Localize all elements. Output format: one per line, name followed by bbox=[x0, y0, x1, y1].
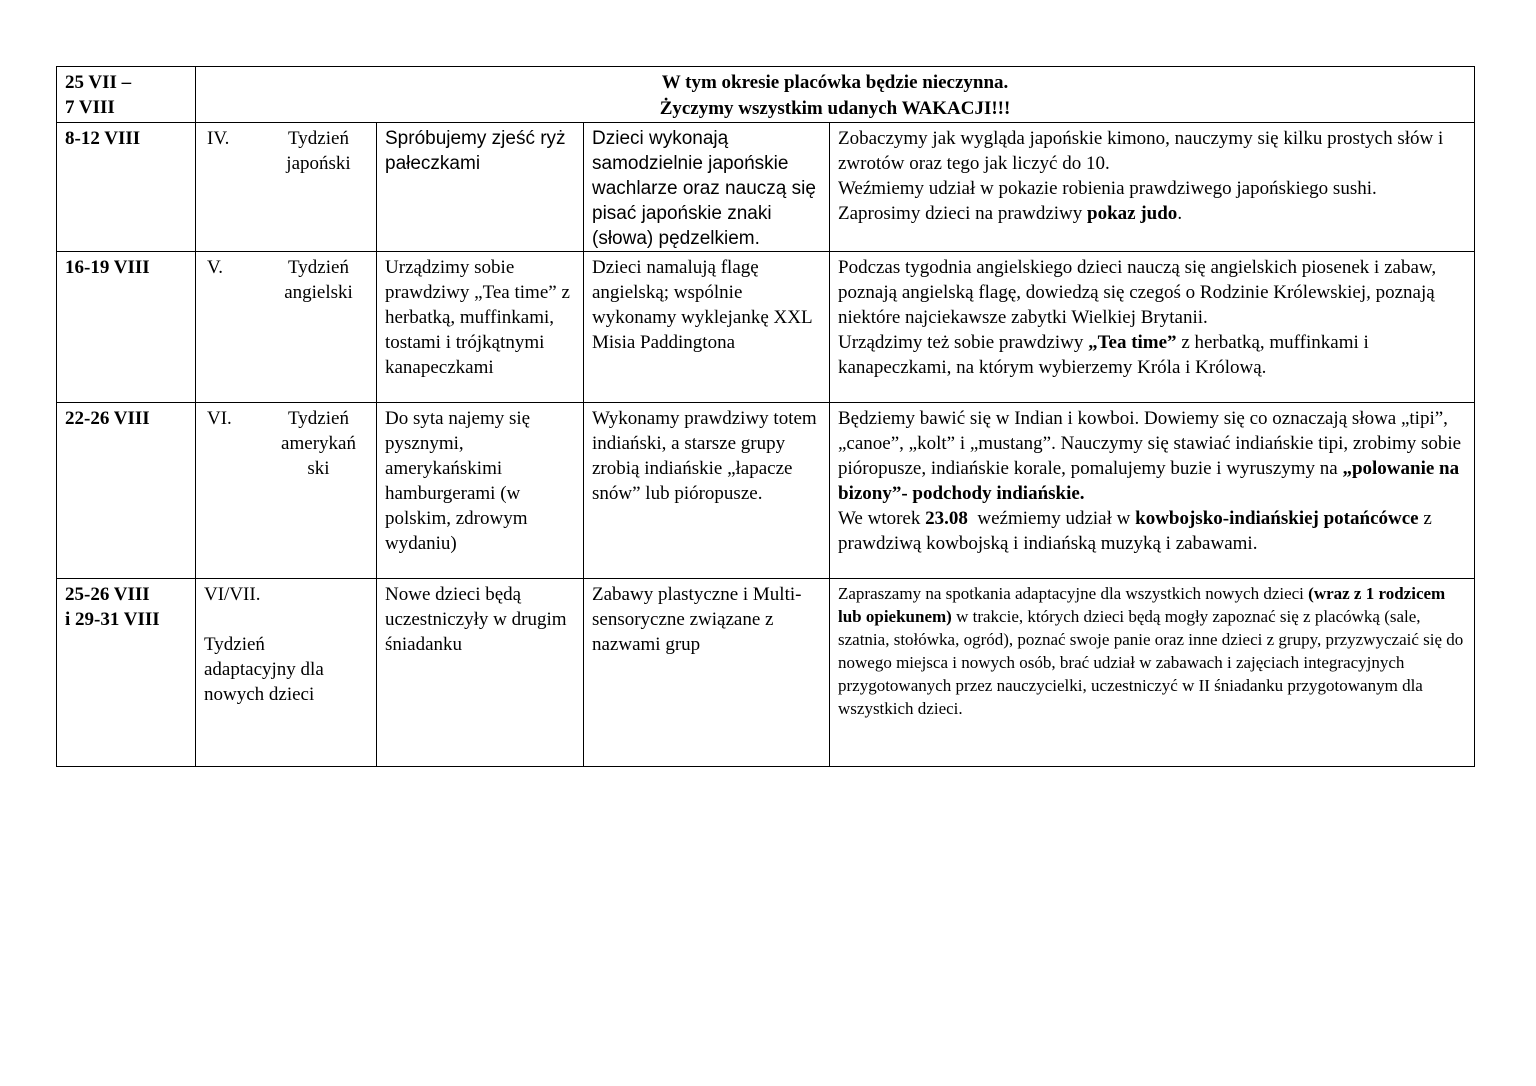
week-cell bbox=[196, 123, 377, 252]
date-cell bbox=[57, 252, 196, 403]
activity-cell: Zabawy plastyczne i Multi-sensoryczne związane z nazwami grup bbox=[584, 579, 830, 767]
desc-text: . bbox=[1177, 203, 1183, 224]
desc-paragraph: Weźmiemy udział w pokazie robienia prawdziwego japońskiego sushi. bbox=[838, 178, 1377, 199]
week-name-line: Tydzień bbox=[288, 128, 349, 149]
activity-cell: Dzieci wykonają samodzielnie japońskie wachlarze oraz nauczą się pisać japońskie znaki (słowa) pędzelkiem. bbox=[584, 123, 830, 252]
week-name-line: amerykań bbox=[281, 433, 356, 454]
date-line: i 29-31 VIII bbox=[65, 609, 160, 630]
desc-paragraph bbox=[838, 201, 1466, 226]
date-line: 16-19 VIII bbox=[65, 257, 150, 278]
activity-cell: Dzieci namalują flagę angielską; wspólnie wykonamy wyklejankę XXL Misia Paddingtona bbox=[584, 252, 830, 403]
desc-text: weźmiemy udział w bbox=[967, 508, 1136, 529]
desc-text: We wtorek bbox=[838, 508, 926, 529]
week-name-line: japoński bbox=[286, 153, 351, 174]
description-cell bbox=[830, 579, 1475, 767]
table-row bbox=[57, 252, 1475, 403]
week-number: VI/VII. bbox=[204, 584, 261, 605]
date-cell bbox=[57, 579, 196, 767]
closed-notice-line: Życzymy wszystkim udanych WAKACJI!!! bbox=[659, 98, 1011, 119]
desc-text: Będziemy bawić się w Indian i kowboi. Dowiemy się co oznaczają słowa „tipi”, „canoe”, „kolt” i „mustang”. Nauczymy się stawiać indiańskie tipi, zrobimy sobie pióropusze, indiańskie korale, pomalujemy buzie i wyruszymy na bbox=[838, 408, 1462, 479]
desc-highlight: pokaz judo bbox=[1087, 203, 1178, 224]
date-line: 25 VII – bbox=[65, 72, 132, 93]
desc-paragraph: Podczas tygodnia angielskiego dzieci nauczą się angielskich piosenek i zabaw, poznają angielską flagę, dowiedzą się czegoś o Rodzinie Królewskiej, poznają niektóre najciekawsze zabytki Wielkiej Brytanii. bbox=[838, 257, 1437, 328]
date-line: 22-26 VIII bbox=[65, 408, 150, 429]
desc-highlight: 23.08 bbox=[925, 508, 968, 529]
desc-highlight: „Tea time” bbox=[1088, 332, 1177, 353]
week-name-line: Tydzień bbox=[288, 257, 349, 278]
meal-cell: Nowe dzieci będą uczestniczyły w drugim śniadanku bbox=[377, 579, 584, 767]
desc-paragraph bbox=[838, 506, 1466, 556]
meal-cell: Urządzimy sobie prawdziwy „Tea time” z herbatką, muffinkami, tostami i trójkątnymi kanapeczkami bbox=[377, 252, 584, 403]
desc-paragraph: Zobaczymy jak wygląda japońskie kimono, nauczymy się kilku prostych słów i zwrotów oraz tego jak liczyć do 10. bbox=[838, 128, 1444, 174]
week-cell bbox=[196, 579, 377, 767]
meal-cell: Spróbujemy zjeść ryż pałeczkami bbox=[377, 123, 584, 252]
week-name-line: nowych dzieci bbox=[204, 684, 315, 705]
table-row bbox=[57, 123, 1475, 252]
activity-cell: Wykonamy prawdziwy totem indiański, a starsze grupy zrobią indiańskie „łapacze snów” lub pióropusze. bbox=[584, 403, 830, 579]
week-name-line: adaptacyjny dla bbox=[204, 659, 324, 680]
date-line: 8-12 VIII bbox=[65, 128, 141, 149]
week-cell bbox=[196, 403, 377, 579]
week-name-line: Tydzień bbox=[204, 634, 265, 655]
week-name-line: angielski bbox=[284, 282, 353, 303]
date-cell bbox=[57, 67, 196, 123]
desc-text: z herbatką, muffinkami i kanapeczkami, na którym wybierzemy Króla i Królową. bbox=[838, 332, 1369, 378]
description-cell bbox=[830, 123, 1475, 252]
week-cell bbox=[196, 252, 377, 403]
holiday-plan-table bbox=[56, 66, 1475, 767]
table-row bbox=[57, 579, 1475, 767]
closed-notice-line: W tym okresie placówka będzie nieczynna. bbox=[661, 72, 1009, 93]
week-name-line: Tydzień bbox=[288, 408, 349, 429]
week-number: V. bbox=[207, 257, 224, 278]
week-number: IV. bbox=[207, 128, 230, 149]
description-cell bbox=[830, 403, 1475, 579]
desc-highlight: (wraz z 1 rodzicem lub opiekunem) bbox=[838, 584, 1446, 626]
date-line: 25-26 VIII bbox=[65, 584, 150, 605]
table-row bbox=[57, 67, 1475, 123]
desc-highlight: „polowanie na bizony”- podchody indiańskie. bbox=[838, 458, 1460, 504]
week-name-line: ski bbox=[307, 458, 330, 479]
desc-text: w trakcie, których dzieci będą mogły zapoznać się z placówką (sale, szatnia, stołówka, ogród), poznać swoje panie oraz inne dzieci z grupy, przyzwyczaić się do nowego miejsca i nowych osób, brać udział w zabawach i zajęciach integracyjnych przygotowanych przez nauczycielki, uczestniczyć w II śniadanku przygotowanym dla wszystkich dzieci. bbox=[838, 607, 1464, 718]
closed-notice-cell bbox=[196, 67, 1475, 123]
desc-paragraph bbox=[838, 406, 1466, 506]
date-cell bbox=[57, 123, 196, 252]
desc-highlight: kowbojsko-indiańskiej potańcówce bbox=[1135, 508, 1419, 529]
date-line: 7 VIII bbox=[65, 97, 115, 118]
date-cell bbox=[57, 403, 196, 579]
desc-text: Zaprosimy dzieci na prawdziwy bbox=[838, 203, 1088, 224]
desc-text: z prawdziwą kowbojską i indiańską muzyką i zabawami. bbox=[838, 508, 1432, 554]
week-number: VI. bbox=[207, 408, 232, 429]
meal-cell: Do syta najemy się pysznymi, amerykańskimi hamburgerami (w polskim, zdrowym wydaniu) bbox=[377, 403, 584, 579]
table-row bbox=[57, 403, 1475, 579]
desc-text: Urządzimy też sobie prawdziwy bbox=[838, 332, 1089, 353]
description-cell bbox=[830, 252, 1475, 403]
desc-text: Zapraszamy na spotkania adaptacyjne dla wszystkich nowych dzieci bbox=[838, 584, 1309, 603]
desc-paragraph bbox=[838, 330, 1466, 380]
